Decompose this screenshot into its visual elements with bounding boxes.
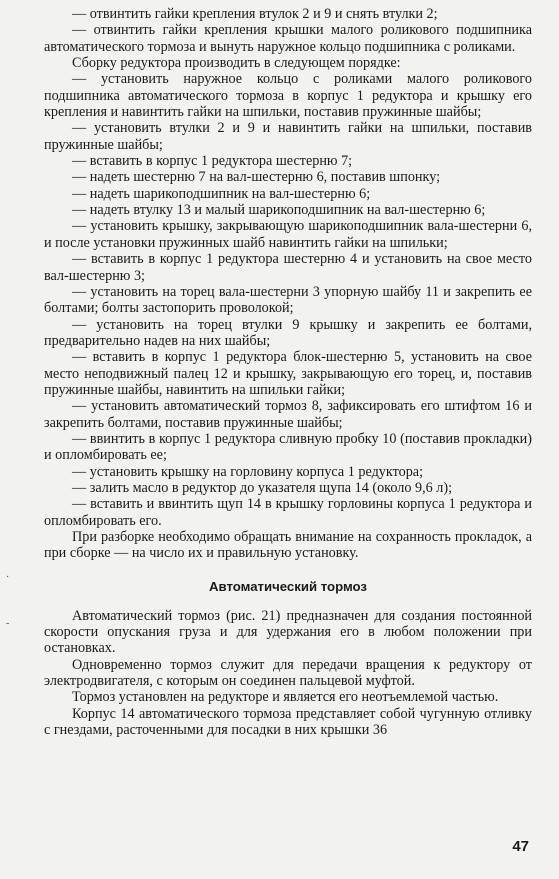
paragraph: Одновременно тормоз служит для передачи вращения к редуктору от электродвигателя, с которым он соединен пальцевой муфтой. bbox=[44, 656, 532, 690]
paragraph: — залить масло в редуктор до указателя щупа 14 (около 9,6 л); bbox=[72, 479, 453, 496]
page-number: 47 bbox=[512, 838, 529, 855]
margin-dot-mark: · bbox=[6, 572, 10, 583]
paragraph: — отвинтить гайки крепления втулок 2 и 9 и снять втулки 2; bbox=[72, 6, 438, 22]
paragraph: Сборку редуктора производить в следующем порядке: bbox=[72, 55, 401, 72]
paragraph: — установить наружное кольцо с роликами малого роликового подшипника автоматического тормоза в корпус 1 редуктора и крышку его крепления и навинтить гайки на шпильки, поставив пружинные шайбы; bbox=[44, 71, 532, 121]
paragraph: — надеть шарикоподшипник на вал-шестерню 6; bbox=[72, 185, 371, 202]
paragraph: — вставить в корпус 1 редуктора блок-шестерню 5, установить на свое место неподвижный палец 12 и крышку, закрывающую его торец, и, поставив пружинные шайбы, навинтить на шпильки гайки; bbox=[44, 349, 532, 398]
paragraph: Тормоз установлен на редукторе и является его неотъемлемой частью. bbox=[72, 689, 499, 706]
paragraph: — надеть втулку 13 и малый шарикоподшипник на вал-шестерню 6; bbox=[72, 202, 486, 219]
paragraph: — установить на торец втулки 9 крышку и закрепить ее болтами, предварительно надев на них шайбы; bbox=[44, 316, 532, 349]
paragraph: При разборке необходимо обращать внимание на сохранность прокладок, а при сборке — на число их и правильную установку. bbox=[44, 529, 532, 562]
paragraph: — установить автоматический тормоз 8, зафиксировать его штифтом 16 и закрепить болтами, поставив пружинные шайбы; bbox=[44, 398, 532, 431]
margin-dash-mark: ‐ bbox=[6, 618, 10, 629]
paragraph: — надеть шестерню 7 на вал-шестерню 6, поставив шпонку; bbox=[72, 169, 441, 186]
paragraph: Автоматический тормоз (рис. 21) предназначен для создания постоянной скорости опускания груза и для удержания его в любом положении при остановках. bbox=[44, 607, 532, 657]
section-heading: Автоматический тормоз bbox=[209, 578, 367, 594]
paragraph: Корпус 14 автоматического тормоза представляет собой чугунную отливку с гнездами, расточенными для посадки в них крышки 36 bbox=[44, 705, 532, 739]
paragraph: — вставить и ввинтить щуп 14 в крышку горловины корпуса 1 редуктора и опломбировать его. bbox=[44, 496, 532, 529]
page-body bbox=[44, 6, 532, 738]
paragraph: — установить на торец вала-шестерни 3 упорную шайбу 11 и закрепить ее болтами; болты застопорить проволокой; bbox=[44, 283, 532, 317]
paragraph: — установить втулки 2 и 9 и навинтить гайки на шпильки, поставив пружинные шайбы; bbox=[44, 120, 532, 153]
paragraph: — ввинтить в корпус 1 редуктора сливную пробку 10 (поставив прокладки) и опломбировать ее; bbox=[44, 430, 532, 464]
paragraph: — вставить в корпус 1 редуктора шестерню 4 и установить на свое место вал-шестерню 3; bbox=[44, 251, 532, 284]
paragraph: — установить крышку на горловину корпуса 1 редуктора; bbox=[72, 463, 424, 480]
paragraph: — установить крышку, закрывающую шарикоподшипник вала-шестерни 6, и после установки пружинных шайб навинтить гайки на шпильки; bbox=[44, 218, 532, 251]
paragraph: — отвинтить гайки крепления крышки малого роликового подшипника автоматического тормоза и вынуть наружное кольцо подшипника с роликами. bbox=[44, 22, 532, 55]
paragraph: — вставить в корпус 1 редуктора шестерню 7; bbox=[72, 153, 353, 170]
